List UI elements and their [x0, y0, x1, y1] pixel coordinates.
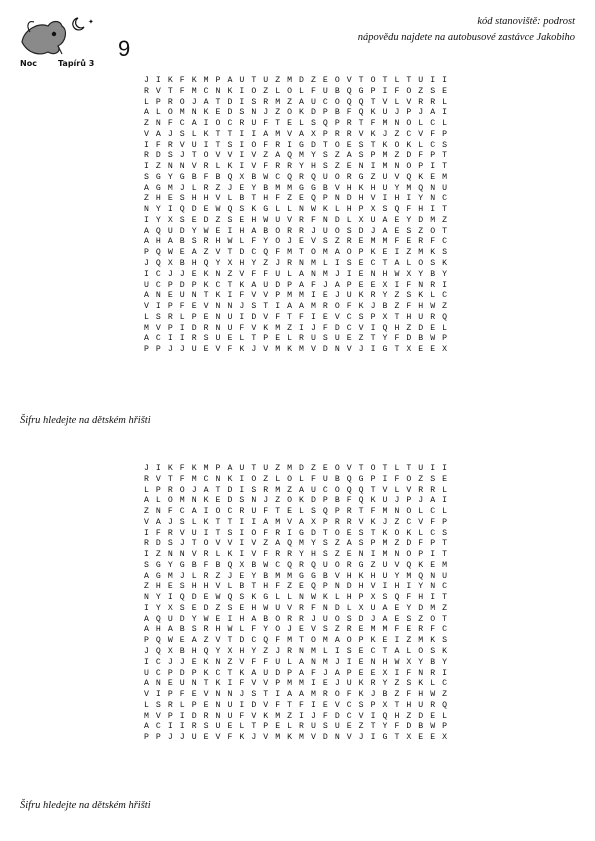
grid-row: I C J J E K N Z V F F U L A N M J I E N H W X Y B Y — [144, 657, 449, 667]
grid-row: Z N F C A I O C R U F T E L S Q P R T F M N O L C L — [144, 507, 449, 517]
grid-row: J Q X B H Q Y X H Y Z J R N M L I S E C T A L O S K — [144, 259, 449, 269]
station-code-line: kód stanoviště: podrost — [477, 16, 575, 27]
grid-row: I F R V U I T S I O F R I G D T O E S T K O K L C S — [144, 528, 449, 538]
grid-row: P P J J U E V F K J V M K M V D N V J I G T X E E X — [144, 345, 449, 355]
svg-text:✦: ✦ — [88, 18, 94, 26]
grid-row: I Z N N V R L K I V F R R Y H S Z E N I M N O P I T — [144, 550, 449, 560]
grid-row: S G Y G B F B Q X B W C Q R Q U O R G Z U V Q K E M — [144, 560, 449, 570]
grid-row: Z N F C A I O C R U F T E L S Q P R T F M N O L C L — [144, 119, 449, 129]
grid-row: V I P F E V N N J S T I A A M R O F K J B Z F H W Z — [144, 302, 449, 312]
grid-row: Z H E S H H V L B T H F Z E Q P N D H V I H I Y N C — [144, 582, 449, 592]
event-logo — [18, 12, 113, 70]
grid-row: V A J S L K T T I I A M V A X P R R V K J Z C V F P — [144, 517, 449, 527]
grid-row: I Y X S E D Z S E H W U V R F N D L X U A E Y D M Z — [144, 603, 449, 613]
grid-row: V I P F E V N N J S T I A A M R O F K J B Z F H W Z — [144, 690, 449, 700]
svg-text:Tapírů 3: Tapírů 3 — [58, 59, 95, 68]
grid-row: A H A B S R H W L F Y O J E V S Z R E M M F E R F C — [144, 237, 449, 247]
grid-row: A Q U D Y W E I H A B O R R J U O S D J A E S Z O T — [144, 226, 449, 236]
grid-row: I Z N N V R L K I V F R R Y H S Z E N I M N O P I T — [144, 162, 449, 172]
page-number: 9 — [118, 36, 131, 61]
grid-row: M V P I D R N U F V K M Z I J F D C V I Q H Z D E L — [144, 323, 449, 333]
grid-row: Z H E S H H V L B T H F Z E Q P N D H V I H I Y N C — [144, 194, 449, 204]
grid-row: L P R O J A T D I S R M Z A U C O Q Q T V L V R R L — [144, 97, 449, 107]
letter-grid — [144, 76, 454, 356]
grid-row: A H A B S R H W L F Y O J E V S Z R E M M F E R F C — [144, 625, 449, 635]
grid-row: I Y X S E D Z S E H W U V R F N D L X U A E Y D M Z — [144, 215, 449, 225]
grid-row: L S R L P E N U I D V F T F I E V C S P X T H U R Q — [144, 700, 449, 710]
grid-row: P P J J U E V F K J V M K M V D N V J I G T X E E X — [144, 733, 449, 743]
grid-row: N Y I Q D E W Q S K G L L N W K L H P X S Q F H I T — [144, 205, 449, 215]
grid-row: P Q W E A Z V T D C Q F M T O M A O P K E I Z M K S — [144, 248, 449, 258]
grid-row: S G Y G B F B Q X B W C Q R Q U O R G Z U V Q K E M — [144, 172, 449, 182]
grid-row: L S R L P E N U I D V F T F I E V C S P X T H U R Q — [144, 312, 449, 322]
grid-row: R D S J T O V V I V Z A Q M Y S Z A S P M Z D F P T — [144, 151, 449, 161]
svg-text:Noc: Noc — [20, 59, 37, 68]
grid-row: A Q U D Y W E I H A B O R R J U O S D J A E S Z O T — [144, 614, 449, 624]
grid-row: L P R O J A T D I S R M Z A U C O Q Q T V L V R R L — [144, 485, 449, 495]
puzzle-note: Šifru hledejte na dětském hřišti — [20, 415, 151, 426]
grid-row: A G M J L R Z J E Y B M M G G B V H K H U Y M Q N U — [144, 571, 449, 581]
tapir-logo-graphic — [18, 12, 113, 70]
grid-row: P Q W E A Z V T D C Q F M T O M A O P K E I Z M K S — [144, 636, 449, 646]
grid-row: M V P I D R N U F V K M Z I J F D C V I Q H Z D E L — [144, 711, 449, 721]
puzzle-note: Šifru hledejte na dětském hřišti — [20, 800, 151, 811]
hint-location-line: nápovědu najdete na autobusové zastávce Jakobiho — [357, 32, 575, 43]
grid-row: J I K F K M P A U T U Z M D Z E O V T O T L T U I I — [144, 76, 449, 85]
grid-row: R V T F M C N K I O Z L O L F U B Q G P I F O Z S E — [144, 474, 449, 484]
grid-row: A C I I R S U E L T P E L R U S U E Z T Y F D B W P — [144, 722, 449, 732]
grid-row: A C I I R S U E L T P E L R U S U E Z T Y F D B W P — [144, 334, 449, 344]
grid-row: N Y I Q D E W Q S K G L L N W K L H P X S Q F H I T — [144, 593, 449, 603]
grid-row: A L O M N K E D S N J Z O K D P B F Q K U J P J A I — [144, 108, 449, 118]
grid-row: V A J S L K T T I I A M V A X P R R V K J Z C V F P — [144, 129, 449, 139]
grid-row: A N E U N T K I F V V P M M I E J U K R Y Z S K L C — [144, 679, 449, 689]
grid-row: I C J J E K N Z V F F U L A N M J I E N H W X Y B Y — [144, 269, 449, 279]
grid-row: R V T F M C N K I O Z L O L F U B Q G P I F O Z S E — [144, 86, 449, 96]
grid-row: I F R V U I T S I O F R I G D T O E S T K O K L C S — [144, 140, 449, 150]
grid-row: U C P D P K C T K A U D P A F J A P E E X I F N R I — [144, 668, 449, 678]
grid-row: A G M J L R Z J E Y B M M G G B V H K H U Y M Q N U — [144, 183, 449, 193]
grid-row: J I K F K M P A U T U Z M D Z E O V T O T L T U I I — [144, 464, 449, 473]
grid-row: J Q X B H Q Y X H Y Z J R N M L I S E C T A L O S K — [144, 647, 449, 657]
letter-grid — [144, 464, 454, 744]
grid-row: A L O M N K E D S N J Z O K D P B F Q K U J P J A I — [144, 496, 449, 506]
header-info — [358, 14, 575, 46]
grid-row: A N E U N T K I F V V P M M I E J U K R Y Z S K L C — [144, 291, 449, 301]
grid-row: U C P D P K C T K A U D P A F J A P E E X I F N R I — [144, 280, 449, 290]
grid-row: R D S J T O V V I V Z A Q M Y S Z A S P M Z D F P T — [144, 539, 449, 549]
